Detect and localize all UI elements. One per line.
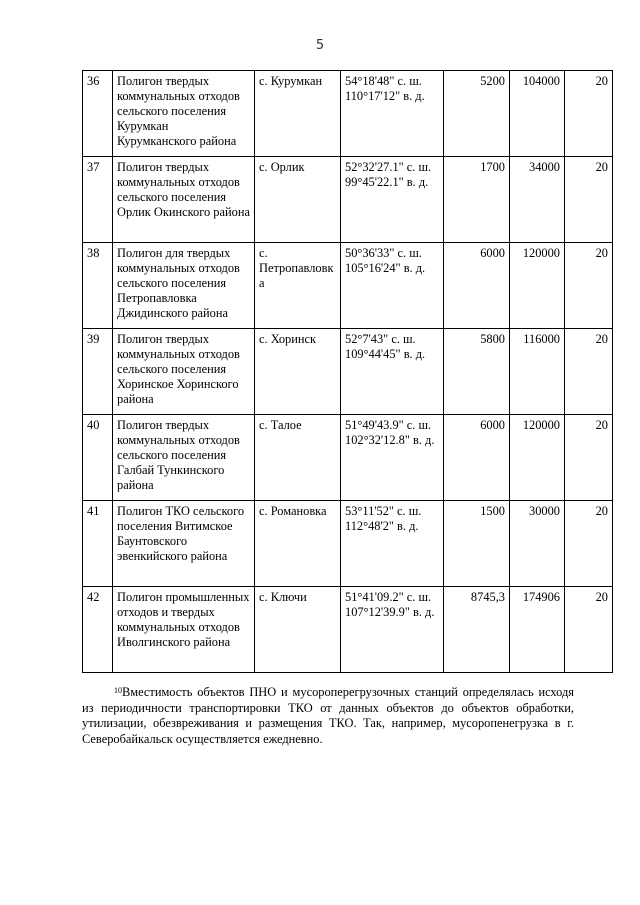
table-row — [83, 71, 613, 157]
years: 20 — [565, 587, 613, 673]
landfill-name: Полигон твердых коммунальных отходов сельского поселения Курумкан Курумканского района — [113, 71, 255, 157]
years: 20 — [565, 71, 613, 157]
table-row — [83, 587, 613, 673]
table-row — [83, 415, 613, 501]
coordinates: 54°18'48" с. ш. 110°17'12" в. д. — [341, 71, 444, 157]
years: 20 — [565, 329, 613, 415]
volume: 116000 — [510, 329, 565, 415]
capacity: 5200 — [444, 71, 510, 157]
locality: с. Хоринск — [255, 329, 341, 415]
landfill-name: Полигон твердых коммунальных отходов сельского поселения Орлик Окинского района — [113, 157, 255, 243]
volume: 174906 — [510, 587, 565, 673]
row-number: 37 — [83, 157, 113, 243]
footnote-marker: 10 — [114, 686, 122, 696]
table-row — [83, 243, 613, 329]
locality: с. Орлик — [255, 157, 341, 243]
years: 20 — [565, 415, 613, 501]
years: 20 — [565, 243, 613, 329]
row-number: 36 — [83, 71, 113, 157]
coordinates: 51°41'09.2" с. ш. 107°12'39.9" в. д. — [341, 587, 444, 673]
row-number: 40 — [83, 415, 113, 501]
capacity: 1500 — [444, 501, 510, 587]
volume: 120000 — [510, 415, 565, 501]
locality: с. Романовка — [255, 501, 341, 587]
landfill-registry-table — [82, 70, 613, 673]
volume: 104000 — [510, 71, 565, 157]
capacity: 1700 — [444, 157, 510, 243]
footnote — [82, 685, 574, 747]
capacity: 8745,3 — [444, 587, 510, 673]
capacity: 6000 — [444, 415, 510, 501]
years: 20 — [565, 501, 613, 587]
landfill-name: Полигон твердых коммунальных отходов сельского поселения Галбай Тункинского района — [113, 415, 255, 501]
landfill-name: Полигон для твердых коммунальных отходов сельского поселения Петропавловка Джидинского района — [113, 243, 255, 329]
landfill-name: Полигон промышленных отходов и твердых коммунальных отходов Иволгинского района — [113, 587, 255, 673]
volume: 30000 — [510, 501, 565, 587]
locality: с. Петропавловка — [255, 243, 341, 329]
row-number: 38 — [83, 243, 113, 329]
capacity: 5800 — [444, 329, 510, 415]
page-number: 5 — [315, 38, 325, 53]
footnote-text: Вместимость объектов ПНО и мусороперегрузочных станций определялась исходя из периодичности транспортировки ТКО от данных объектов до объектов обработки, утилизации, обезвреживания и размещения ТКО. Так, например, мусоропенегрузка в г. Северобайкальск осуществляется ежедневно. — [82, 685, 574, 746]
coordinates: 52°32'27.1" с. ш. 99°45'22.1" в. д. — [341, 157, 444, 243]
row-number: 42 — [83, 587, 113, 673]
locality: с. Талое — [255, 415, 341, 501]
years: 20 — [565, 157, 613, 243]
coordinates: 51°49'43.9" с. ш. 102°32'12.8" в. д. — [341, 415, 444, 501]
coordinates: 50°36'33" с. ш. 105°16'24" в. д. — [341, 243, 444, 329]
landfill-name: Полигон ТКО сельского поселения Витимское Баунтовского эвенкийского района — [113, 501, 255, 587]
volume: 34000 — [510, 157, 565, 243]
table-row — [83, 329, 613, 415]
table-row — [83, 501, 613, 587]
locality: с. Курумкан — [255, 71, 341, 157]
coordinates: 52°7'43" с. ш. 109°44'45" в. д. — [341, 329, 444, 415]
table-row — [83, 157, 613, 243]
capacity: 6000 — [444, 243, 510, 329]
row-number: 39 — [83, 329, 113, 415]
coordinates: 53°11'52" с. ш. 112°48'2" в. д. — [341, 501, 444, 587]
landfill-name: Полигон твердых коммунальных отходов сельского поселения Хоринское Хоринского района — [113, 329, 255, 415]
row-number: 41 — [83, 501, 113, 587]
locality: с. Ключи — [255, 587, 341, 673]
volume: 120000 — [510, 243, 565, 329]
